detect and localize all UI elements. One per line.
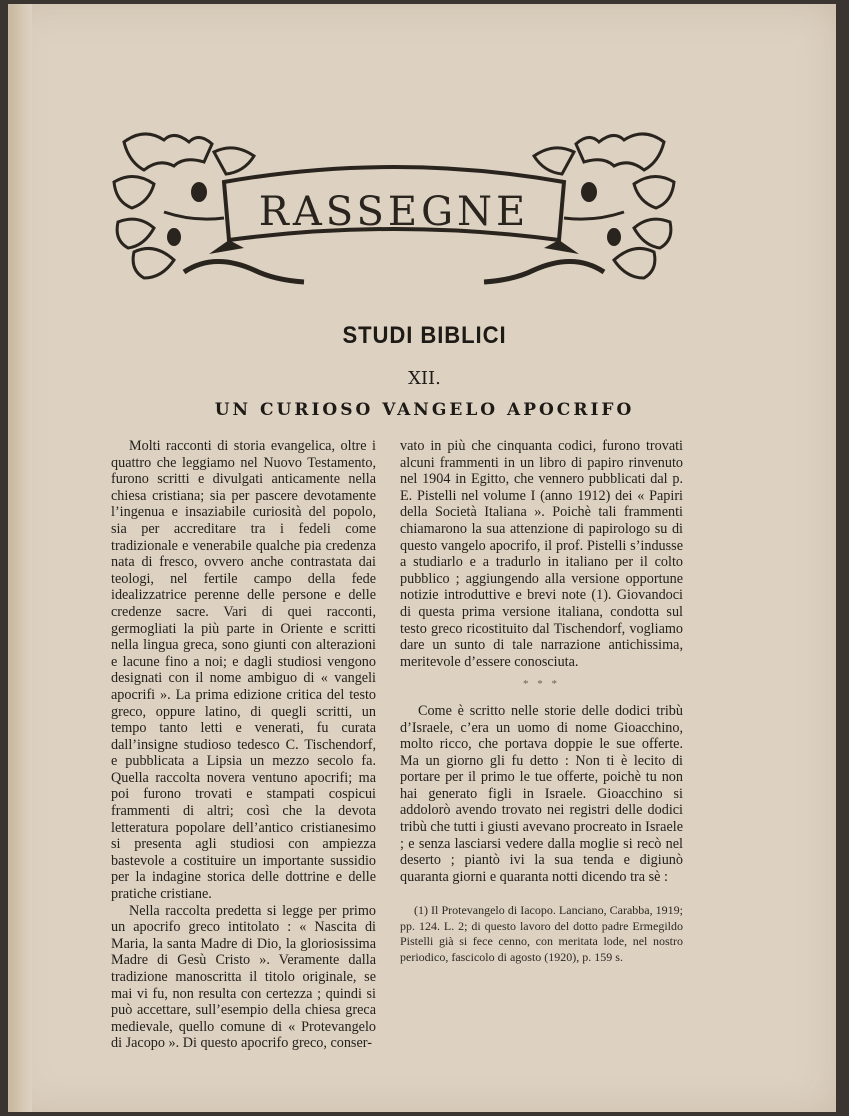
book-spine-edge	[10, 4, 32, 1112]
text-column-left	[111, 438, 376, 1052]
article-number: XII.	[408, 368, 441, 389]
article-section-title: STUDI BIBLICI	[342, 322, 507, 349]
section-separator: * * *	[523, 678, 560, 691]
article-subtitle: UN CURIOSO VANGELO APOCRIFO	[214, 400, 635, 420]
paragraph: vato in più che cinquanta codici, furono trovati alcuni frammenti in un libro di papiro rinvenuto nel 1904 in Egitto, che vennero pubblicati dal p. E. Pistelli nel volume I (anno 1912) dei « Papiri della Società Italiana ». Poichè tali frammenti chiamarono la sua attenzione di papirologo su di questo vangelo apocrifo, il prof. Pistelli s’indusse a studiarlo e a tradurlo in italiano per il colto pubblico ; aggiungendo alla versione opportune notizie introduttive e brevi note (1). Giovandoci di questa prima versione italiana, condotta sul testo greco ricostituito dal Tischendorf, vogliamo dare un sunto di tale narrazione antichissima, meritevole d’essere conosciuta.	[400, 438, 683, 670]
rassegne-banner-ornament	[104, 122, 684, 294]
footnote-text: (1) Il Protevangelo di Iacopo. Lanciano, Carabba, 1919; pp. 124. L. 2; di questo lavoro del dotto padre Ermegildo Pistelli già si fece cenno, con meritata lode, nel nostro periodico, fascicolo di agosto (1920), p. 159 s.	[400, 903, 683, 964]
paragraph: Come è scritto nelle storie delle dodici tribù d’Israele, c’era un uomo di nome Gioacchino, molto ricco, che portava doppie le sue offerte. Ma un giorno gli fu detto : Non ti è lecito di portare per il primo le tue offerte, poichè tu non hai generato figli in Israele. Gioacchino si addolorò avendo trovato nei registri delle dodici tribù che tutti i giusti avevano procreato in Israele ; e senza lasciarsi vedere dalla moglie si recò nel deserto ; piantò ivi la sua tenda e digiunò quaranta giorni e quaranta notti dicendo tra sè :	[400, 702, 683, 885]
paragraph: Nella raccolta predetta si legge per primo un apocrifo greco intitolato : « Nascita di Maria, la santa Madre di Dio, la gloriosissima Madre di Gesù Cristo ». Veramente dalla tradizione manoscritta il titolo originale, se mai vi fu, non resulta con certezza ; quindi si può accettare, sull’esempio della chiesa greca medievale, quello comune di « Protevangelo di Jacopo ». Di questo apocrifo greco, conser-	[111, 902, 376, 1052]
text-column-right	[400, 438, 683, 965]
banner-title: RASSEGNE	[258, 189, 530, 235]
paragraph: Molti racconti di storia evangelica, oltre i quattro che leggiamo nel Nuovo Testamento, furono scritti e divulgati anticamente nella chiesa cristiana; sia per pascere devotamente l’ingenua e insaziabile curiosità del popolo, sia per accreditare tra i fedeli come tradizionale e venerabile qualche pia credenza nata di fresco, ovvero anche contrastata dai teologi, nel fertile campo della fede idealizzatrice perenne delle persone e delle credenze sacre. Vari di quei racconti, germogliati la più parte in Oriente e scritti nella lingua greca, sono giunti con alterazioni e lacune fino a noi; e dagli studiosi vengono designati con il nome ambiguo di « vangeli apocrifi ». La prima edizione critica del testo greco, oppure latino, di quegli scritti, un tempo tanto letti e venerati, fu curata dall’insigne studioso tedesco C. Tischendorf, e pubblicata a Lipsia un mezzo secolo fa. Quella raccolta novera ventuno apocrifi; ma poi furono trovati e stampati cospicui frammenti di altri; così che la devota letteratura popolare dell’antico cristianesimo si presenta agli studiosi con ampiezza bastevole a costituire un importante sussidio per la indagine storica delle dottrine e delle pratiche cristiane.	[111, 438, 376, 903]
footnote	[400, 903, 683, 965]
